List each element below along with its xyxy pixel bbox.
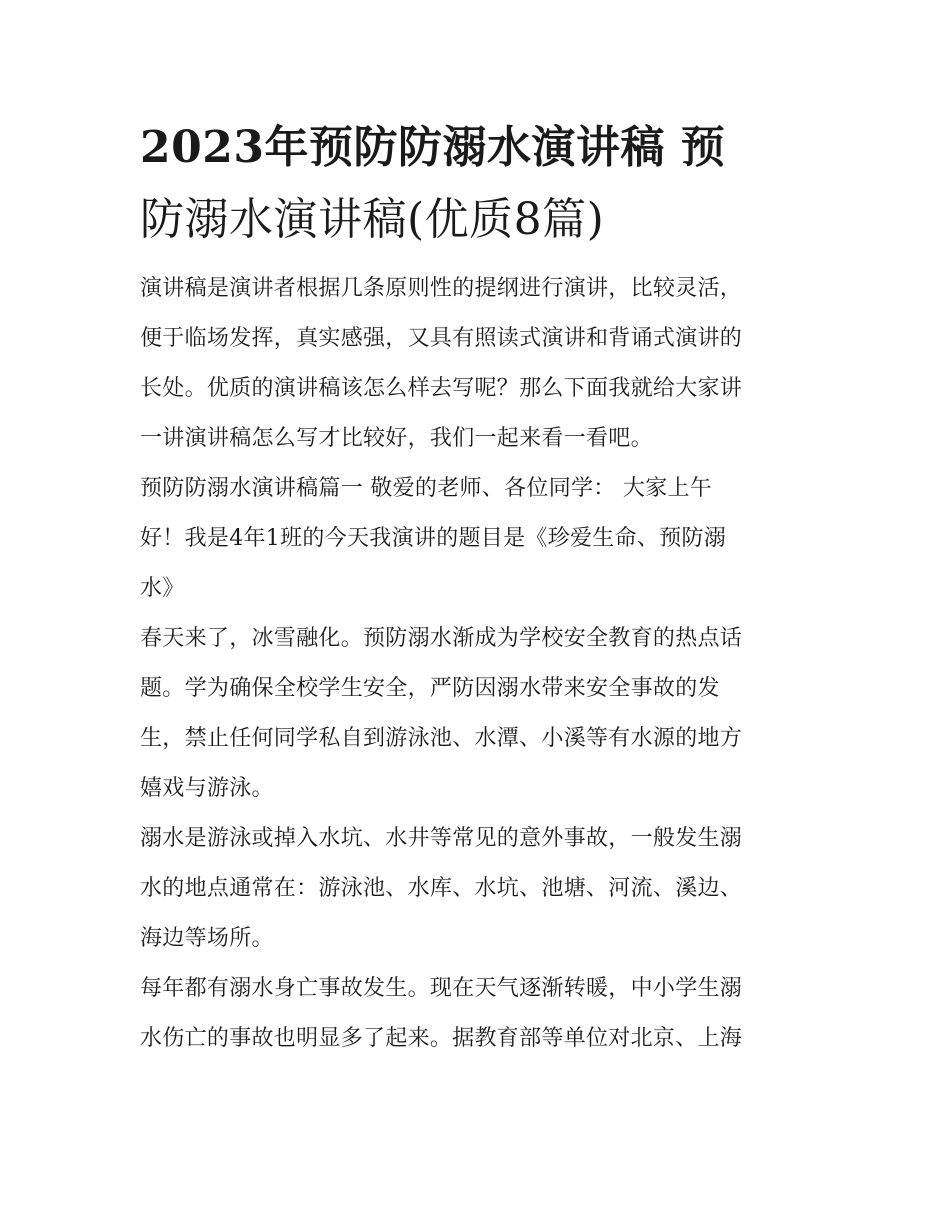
title-line: 2023年预防防溺水演讲稿 预 xyxy=(140,122,726,173)
paragraph-line: 水伤亡的事故也明显多了起来。据教育部等单位对北京、上海 xyxy=(140,1026,743,1051)
paragraph-line: 题。学为确保全校学生安全，严防因溺水带来安全事故的发 xyxy=(140,676,720,701)
title-line: 防溺水演讲稿(优质8篇) xyxy=(140,194,605,245)
paragraph-line: 水》 xyxy=(140,576,185,601)
paragraph-line: 演讲稿是演讲者根据几条原则性的提纲进行演讲，比较灵活， xyxy=(140,276,743,301)
paragraph-line: 好！我是4年1班的今天我演讲的题目是《珍爱生命、预防溺 xyxy=(140,526,727,551)
paragraph-drowning-places xyxy=(140,814,815,964)
paragraph-statistics xyxy=(140,964,815,1064)
paragraph-speech-opening xyxy=(140,464,815,614)
paragraph-line: 生，禁止任何同学私自到游泳池、水潭、小溪等有水源的地方 xyxy=(140,726,743,751)
paragraph-intro xyxy=(140,264,815,464)
paragraph-line: 便于临场发挥，真实感强，又具有照读式演讲和背诵式演讲的 xyxy=(140,326,743,351)
paragraph-line: 海边等场所。 xyxy=(140,926,274,951)
paragraph-line: 嬉戏与游泳。 xyxy=(140,776,274,801)
paragraph-spring xyxy=(140,614,815,814)
document-page xyxy=(140,112,815,1064)
document-title xyxy=(140,112,815,256)
paragraph-line: 一讲演讲稿怎么写才比较好，我们一起来看一看吧。 xyxy=(140,426,653,451)
paragraph-line: 溺水是游泳或掉入水坑、水井等常见的意外事故，一般发生溺 xyxy=(140,826,743,851)
paragraph-line: 水的地点通常在：游泳池、水库、水坑、池塘、河流、溪边、 xyxy=(140,876,743,901)
paragraph-line: 预防防溺水演讲稿篇一 敬爱的老师、各位同学： 大家上午 xyxy=(140,476,713,501)
paragraph-line: 长处。优质的演讲稿该怎么样去写呢？那么下面我就给大家讲 xyxy=(140,376,743,401)
paragraph-line: 每年都有溺水身亡事故发生。现在天气逐渐转暖，中小学生溺 xyxy=(140,976,743,1001)
paragraph-line: 春天来了，冰雪融化。预防溺水渐成为学校安全教育的热点话 xyxy=(140,626,743,651)
